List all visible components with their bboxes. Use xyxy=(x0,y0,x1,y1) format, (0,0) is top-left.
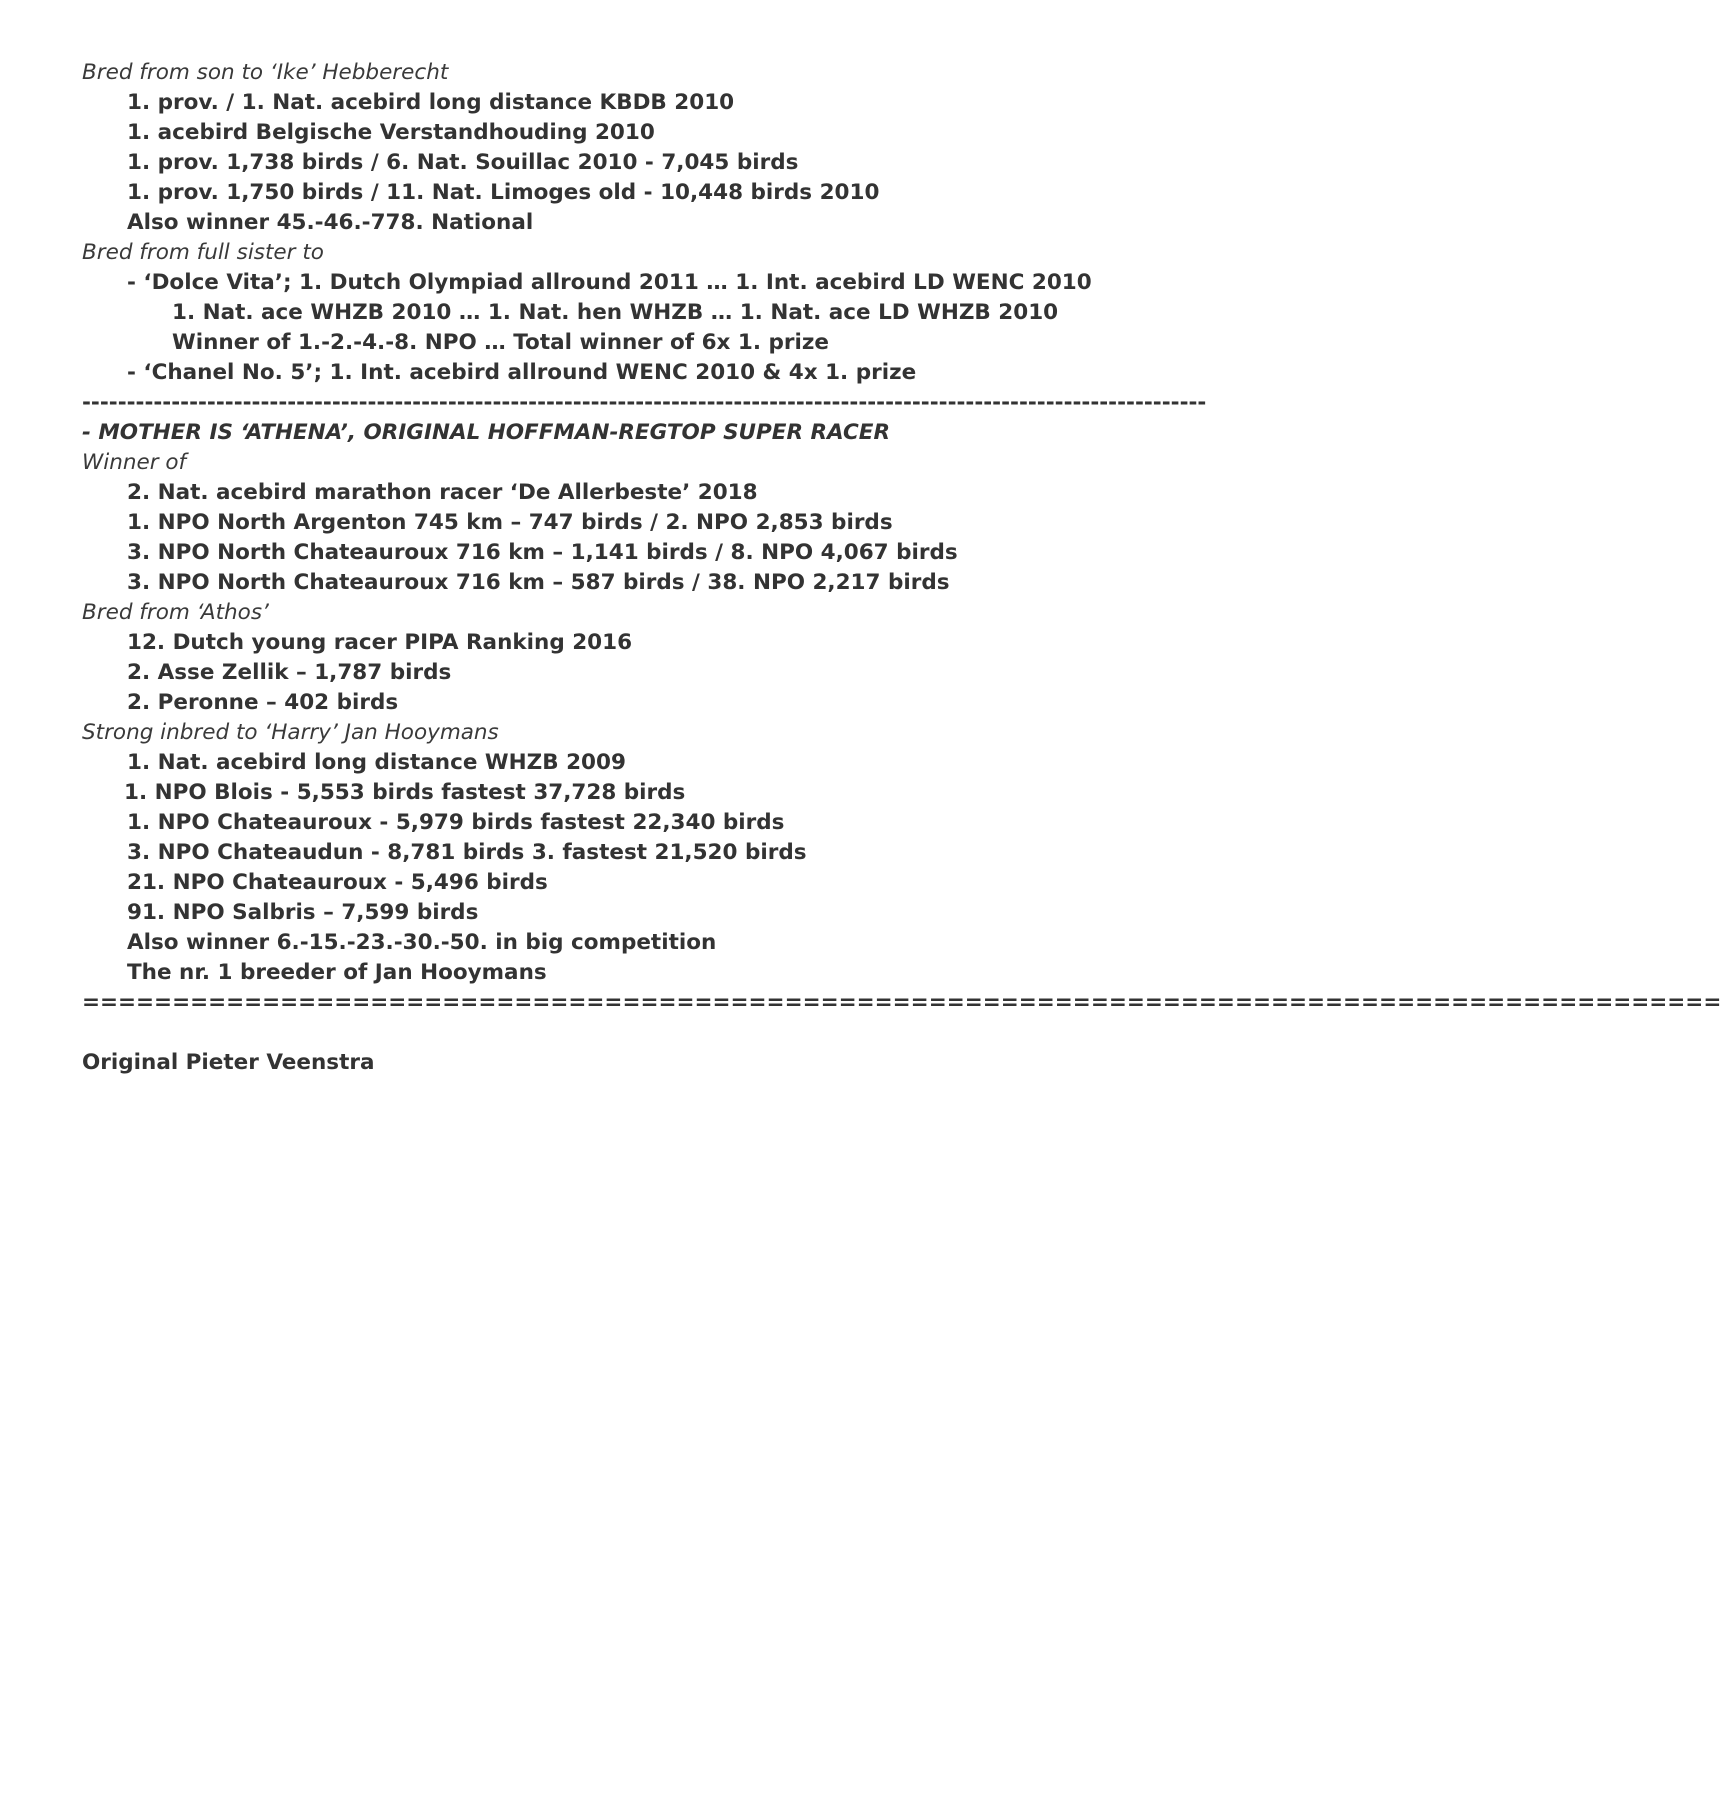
athos-intro: Bred from ‘Athos’ xyxy=(82,600,269,625)
block2-intro: Bred from full sister to xyxy=(82,240,324,265)
mother-intro: Winner of xyxy=(82,450,187,475)
mother-item: 3. NPO North Chateauroux 716 km – 587 birds / 38. NPO 2,217 birds xyxy=(127,570,950,595)
spacer xyxy=(82,1018,1275,1048)
athos-item: 2. Peronne – 402 birds xyxy=(127,690,399,715)
block1-item: 1. prov. 1,750 birds / 11. Nat. Limoges old - 10,448 birds 2010 xyxy=(127,180,880,205)
dolce-vita-sub-line: 1. Nat. ace WHZB 2010 … 1. Nat. hen WHZB … 1. Nat. ace LD WHZB 2010 xyxy=(172,300,1059,325)
mother-item: 3. NPO North Chateauroux 716 km – 1,141 birds / 8. NPO 4,067 birds xyxy=(127,540,958,565)
athos-item: 12. Dutch young racer PIPA Ranking 2016 xyxy=(127,630,633,655)
dash-separator: ------------------------------------------------------------------------------------------------------------------------------ xyxy=(82,390,1207,415)
document-page xyxy=(82,58,1721,1078)
harry-item: 91. NPO Salbris – 7,599 birds xyxy=(127,900,479,925)
harry-item: 1. NPO Blois - 5,553 birds fastest 37,728 birds xyxy=(124,780,686,805)
harry-item: 1. NPO Chateauroux - 5,979 birds fastest 22,340 birds xyxy=(127,810,785,835)
block1-item: 1. prov. 1,738 birds / 6. Nat. Souillac 2010 - 7,045 birds xyxy=(127,150,799,175)
block1-item: Also winner 45.-46.-778. National xyxy=(127,210,534,235)
harry-item: 21. NPO Chateauroux - 5,496 birds xyxy=(127,870,548,895)
harry-item: Also winner 6.-15.-23.-30.-50. in big competition xyxy=(127,930,717,955)
harry-item: 1. Nat. acebird long distance WHZB 2009 xyxy=(127,750,626,775)
chanel-line: - ‘Chanel No. 5’; 1. Int. acebird allround WENC 2010 & 4x 1. prize xyxy=(127,360,917,385)
harry-intro: Strong inbred to ‘Harry’ Jan Hooymans xyxy=(82,720,499,745)
mother-heading: - MOTHER IS ‘ATHENA’, ORIGINAL HOFFMAN-REGTOP SUPER RACER xyxy=(82,420,891,445)
block1-item: 1. prov. / 1. Nat. acebird long distance KBDB 2010 xyxy=(127,90,735,115)
athos-item: 2. Asse Zellik – 1,787 birds xyxy=(127,660,452,685)
block1-item: 1. acebird Belgische Verstandhouding 2010 xyxy=(127,120,655,145)
footer-title: Original Pieter Veenstra xyxy=(82,1050,375,1075)
mother-item: 2. Nat. acebird marathon racer ‘De Allerbeste’ 2018 xyxy=(127,480,758,505)
dolce-vita-line: - ‘Dolce Vita’; 1. Dutch Olympiad allround 2011 … 1. Int. acebird LD WENC 2010 xyxy=(127,270,1092,295)
dolce-vita-sub-line: Winner of 1.-2.-4.-8. NPO … Total winner of 6x 1. prize xyxy=(172,330,829,355)
harry-item: The nr. 1 breeder of Jan Hooymans xyxy=(127,960,547,985)
mother-item: 1. NPO North Argenton 745 km – 747 birds / 2. NPO 2,853 birds xyxy=(127,510,893,535)
equals-separator: =========================================================================================== xyxy=(82,990,1721,1015)
block1-intro: Bred from son to ‘Ike’ Hebberecht xyxy=(82,60,449,85)
harry-item: 3. NPO Chateaudun - 8,781 birds 3. fastest 21,520 birds xyxy=(127,840,807,865)
